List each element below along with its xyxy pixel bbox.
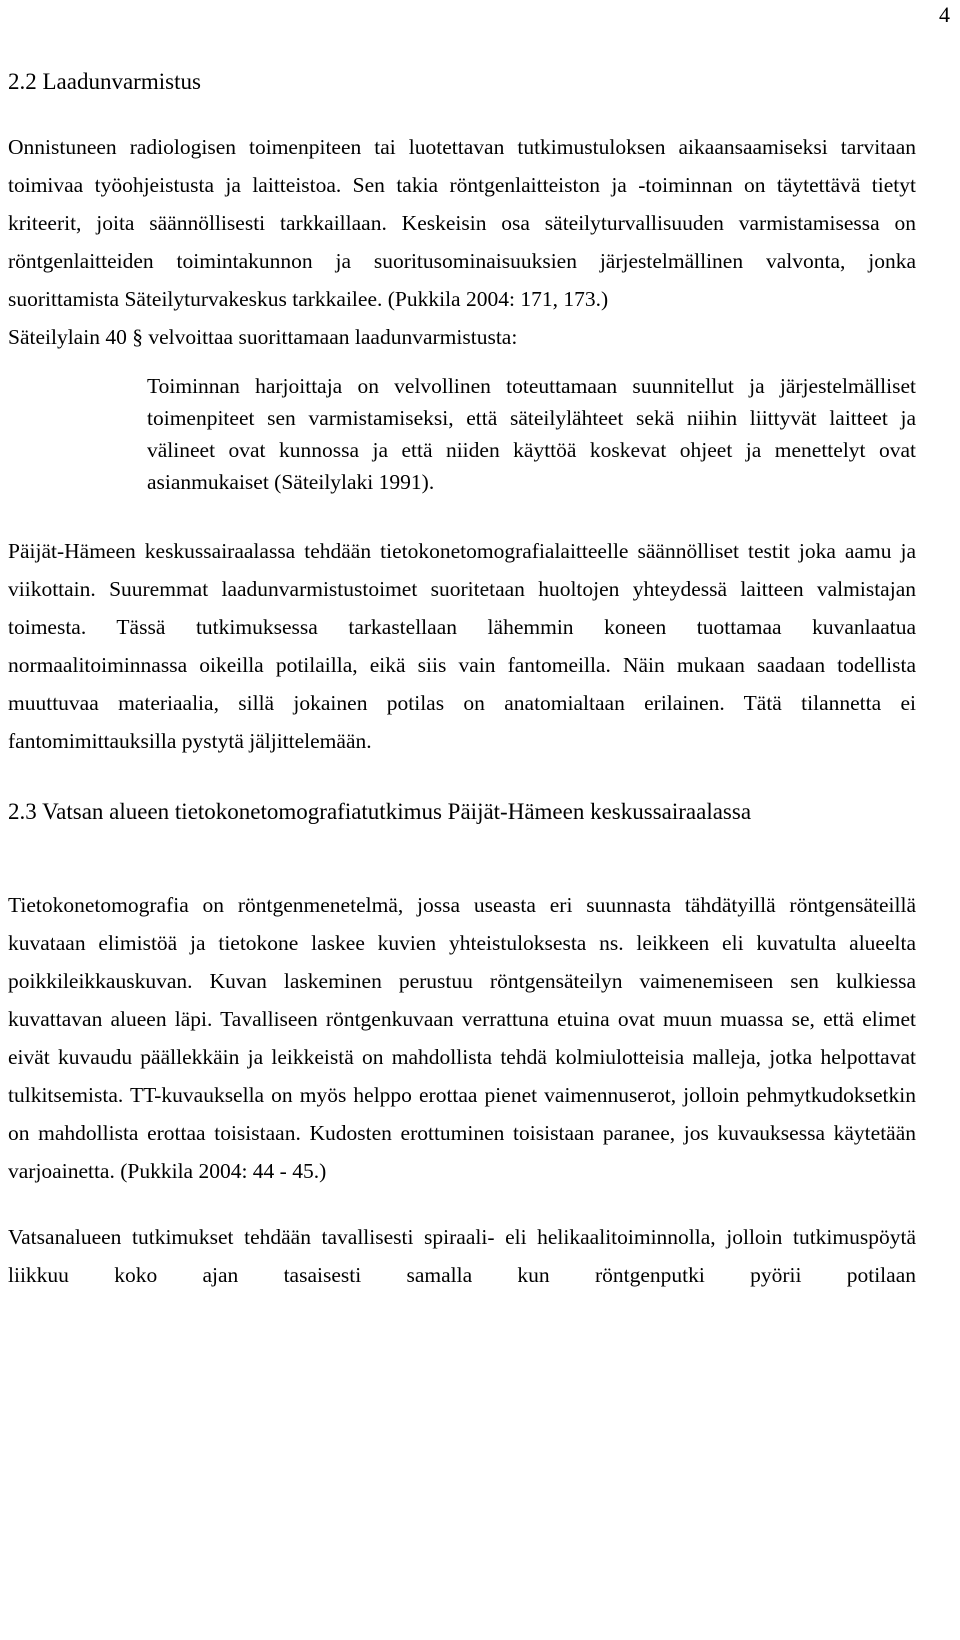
section-heading-2-3: 2.3 Vatsan alueen tietokonetomografiatutkimus Päijät-Hämeen keskussairaalassa: [8, 799, 752, 824]
paragraph-law-reference: Säteilylain 40 § velvoittaa suorittamaan laadunvarmistusta:: [8, 325, 518, 349]
document-body: [8, 64, 916, 1294]
paragraph-quality-intro: Onnistuneen radiologisen toimenpiteen tai luotettavan tutkimustuloksen aikaansaamiseksi tarvitaan toimivaa työohjeistusta ja laitteistoa. Sen takia röntgenlaitteiston ja -toiminnan on täytettävä tietyt kriteerit, joita säännöllisesti tarkkaillaan. Keskeisin osa säteilyturvallisuuden varmistamisessa on röntgenlaitteiden toimintakunnon ja suoritusominaisuuksien järjestelmällinen valvonta, jonka suorittamista Säteilyturvakeskus tarkkailee. (Pukkila 2004: 171, 173.): [8, 135, 916, 311]
section-heading-2-2: 2.2 Laadunvarmistus: [8, 69, 201, 94]
law-quote: Toiminnan harjoittaja on velvollinen toteuttamaan suunnitellut ja järjestelmälliset toimenpiteet sen varmistamiseksi, että säteilylähteet sekä niihin liittyvät laitteet ja välineet ovat kunnossa ja että niiden käyttöä koskevat ohjeet ja menettelyt ovat asianmukaiset (Säteilylaki 1991).: [147, 374, 916, 494]
page-number: 4: [939, 2, 950, 27]
paragraph-ct-description: Tietokonetomografia on röntgenmenetelmä, jossa useasta eri suunnasta tähdätyillä röntgensäteillä kuvataan elimistöä ja tietokone laskee kuvien yhteistuloksesta ns. leikkeen eli kuvatulta alueelta poikkileikkauskuvan. Kuvan laskeminen perustuu röntgensäteilyn vaimenemiseen sen kulkiessa kuvattavan alueen läpi. Tavalliseen röntgenkuvaan verrattuna etuina ovat muun muassa se, että elimet eivät kuvaudu päällekkäin ja leikkeistä on mahdollista tehdä kolmiulotteisia malleja, jotka helpottavat tulkitsemista. TT-kuvauksella on myös helppo erottaa pienet vaimennuserot, jolloin pehmytkudoksetkin on mahdollista erottaa toisistaan. Kudosten erottuminen toisistaan paranee, jos kuvauksessa käytetään varjoainetta. (Pukkila 2004: 44 - 45.): [8, 893, 916, 1183]
paragraph-hospital-testing: Päijät-Hämeen keskussairaalassa tehdään tietokonetomografialaitteelle säännölliset testit joka aamu ja viikottain. Suuremmat laadunvarmistustoimet suoritetaan huoltojen yhteydessä laitteen valmistajan toimesta. Tässä tutkimuksessa tarkastellaan lähemmin koneen tuottamaa kuvanlaatua normaalitoiminnassa oikeilla potilailla, eikä siis vain fantomeilla. Näin mukaan saadaan todellista muuttuvaa materiaalia, sillä jokainen potilas on anatomialtaan erilainen. Tätä tilannetta ei fantomimittauksilla pystytä jäljittelemään.: [8, 539, 916, 753]
paragraph-abdominal-exams: Vatsanalueen tutkimukset tehdään tavallisesti spiraali- eli helikaalitoiminnolla, jolloin tutkimuspöytä liikkuu koko ajan tasaisesti samalla kun röntgenputki pyörii potilaan: [8, 1225, 916, 1287]
